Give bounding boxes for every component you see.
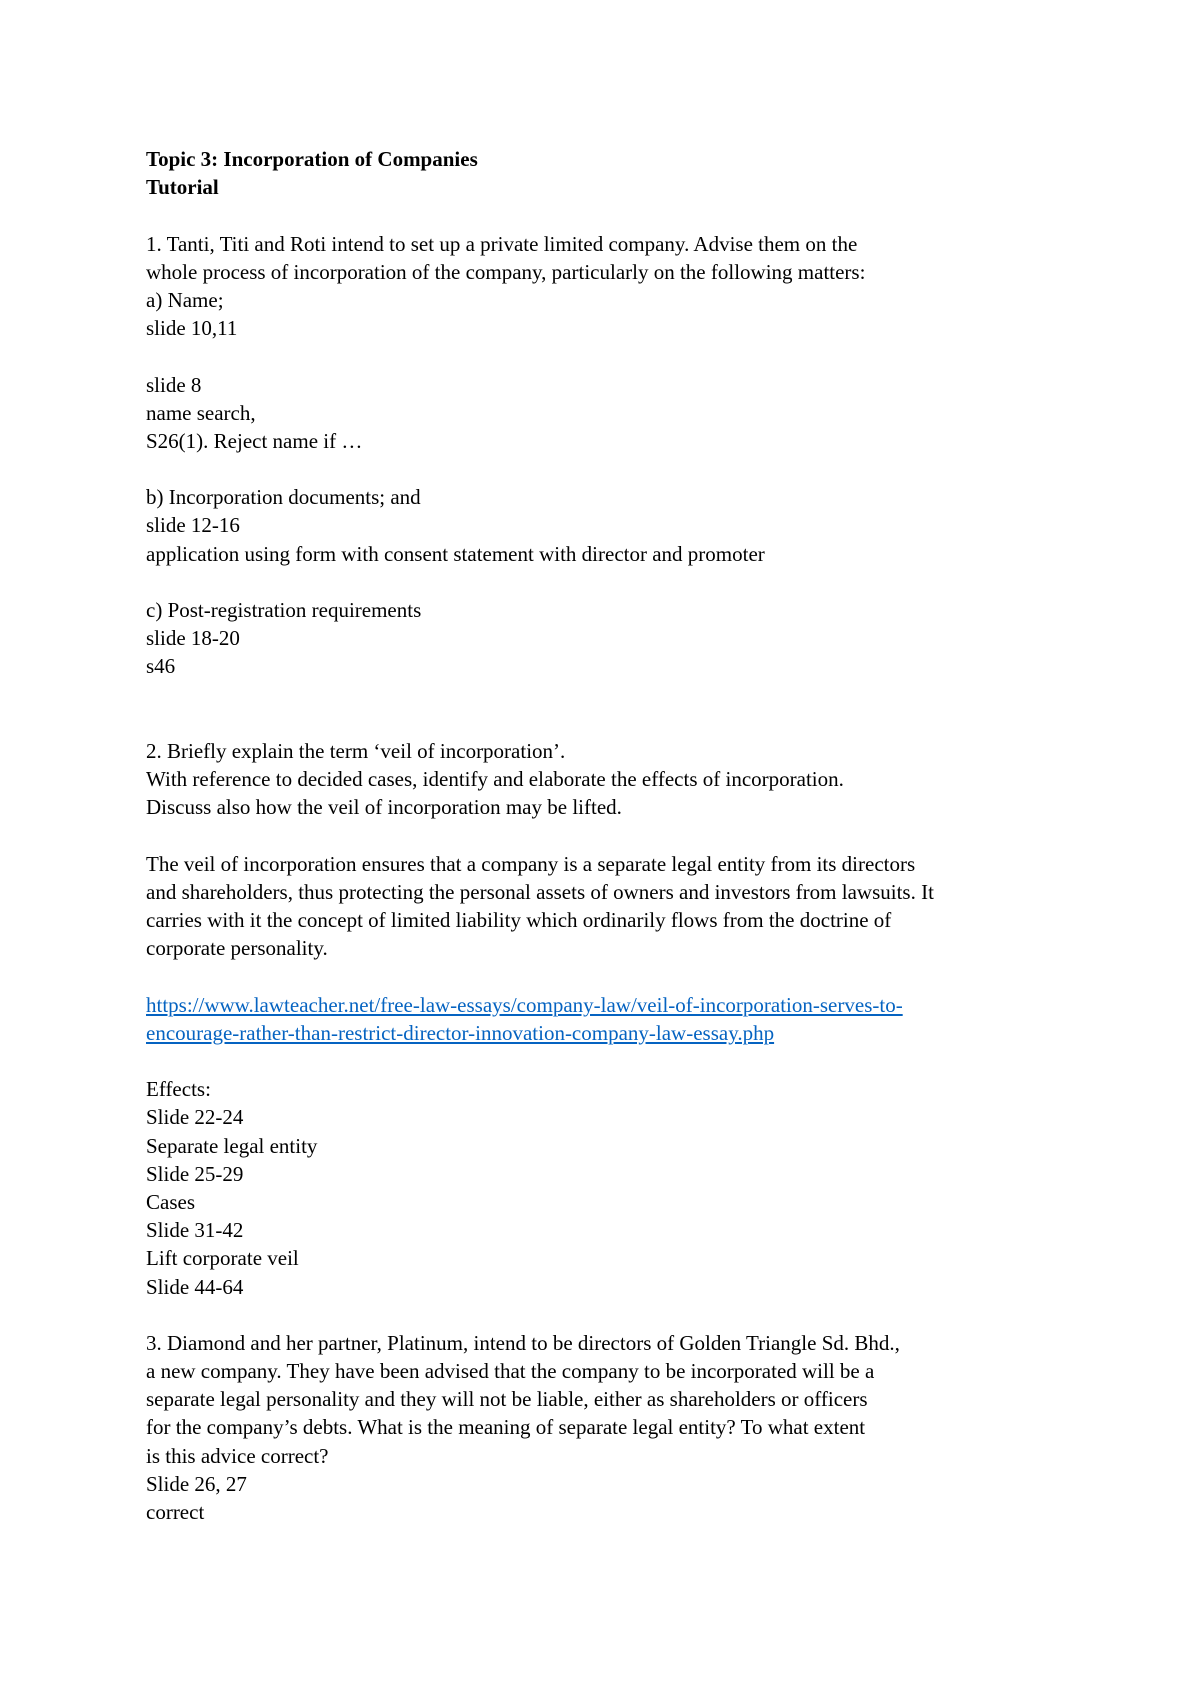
answer-2-line: The veil of incorporation ensures that a company is a separate legal entity from its directors: [146, 851, 916, 876]
answer-2-line: and shareholders, thus protecting the personal assets of owners and investors from lawsuits. It: [146, 879, 934, 904]
question-3: [146, 1329, 1146, 1526]
question-2-line: With reference to decided cases, identify and elaborate the effects of incorporation.: [146, 767, 844, 792]
answer-2-line: carries with it the concept of limited liability which ordinarily flows from the doctrine of: [146, 908, 892, 933]
question-1-line: 1. Tanti, Titi and Roti intend to set up a private limited company. Advise them on the: [146, 231, 858, 256]
question-3-line: is this advice correct?: [146, 1443, 329, 1468]
effects-item: Slide 25-29: [146, 1161, 244, 1186]
spacer: [146, 201, 1146, 229]
question-2-line: 2. Briefly explain the term ‘veil of incorporation’.: [146, 738, 566, 763]
spacer: [146, 681, 1146, 709]
effects-item: Slide 22-24: [146, 1105, 244, 1130]
question-1b-label: b) Incorporation documents; and: [146, 485, 421, 510]
spacer: [146, 822, 1146, 850]
question-3-line: 3. Diamond and her partner, Platinum, intend to be directors of Golden Triangle Sd. Bhd.,: [146, 1330, 900, 1355]
question-1a-note: slide 10,11: [146, 316, 238, 341]
effects-item: Slide 44-64: [146, 1274, 244, 1299]
question-2-line: Discuss also how the veil of incorporation may be lifted.: [146, 795, 622, 820]
document-page: [146, 145, 1146, 1526]
question-1b-note: application using form with consent statement with director and promoter: [146, 541, 765, 566]
document-title: Topic 3: Incorporation of Companies: [146, 147, 478, 171]
spacer: [146, 568, 1146, 596]
spacer: [146, 962, 1146, 990]
spacer: [146, 455, 1146, 483]
effects-heading: Effects:: [146, 1077, 211, 1102]
question-1c-note: slide 18-20: [146, 626, 240, 651]
reference-link[interactable]: [146, 1019, 1146, 1047]
question-3-note: Slide 26, 27: [146, 1471, 247, 1496]
question-1a-note: name search,: [146, 400, 256, 425]
spacer: [146, 342, 1146, 370]
question-3-line: a new company. They have been advised that the company to be incorporated will be a: [146, 1359, 875, 1384]
question-1: [146, 230, 1146, 681]
question-1a-note: slide 8: [146, 372, 202, 397]
question-1c-label: c) Post-registration requirements: [146, 598, 422, 622]
spacer: [146, 1047, 1146, 1075]
document-subtitle: Tutorial: [146, 175, 219, 200]
effects-item: Slide 31-42: [146, 1218, 244, 1243]
spacer: [146, 1301, 1146, 1329]
question-1a-note: S26(1). Reject name if …: [146, 428, 363, 453]
question-1c-note: s46: [146, 654, 176, 679]
question-3-note: correct: [146, 1500, 205, 1524]
effects-item: Cases: [146, 1189, 195, 1214]
spacer: [146, 709, 1146, 737]
effects-item: Separate legal entity: [146, 1133, 318, 1158]
reference-link-line[interactable]: encourage-rather-than-restrict-director-innovation-company-law-essay.php: [146, 1020, 775, 1045]
question-3-line: separate legal personality and they will not be liable, either as shareholders or officers: [146, 1387, 868, 1412]
question-1-line: whole process of incorporation of the company, particularly on the following matters:: [146, 259, 866, 284]
answer-2-line: corporate personality.: [146, 936, 328, 961]
effects-item: Lift corporate veil: [146, 1246, 299, 1271]
reference-link-line[interactable]: https://www.lawteacher.net/free-law-essays/company-law/veil-of-incorporation-serves-to-: [146, 992, 903, 1017]
question-3-line: for the company’s debts. What is the meaning of separate legal entity? To what extent: [146, 1415, 866, 1440]
question-1a-label: a) Name;: [146, 287, 224, 312]
reference-link[interactable]: [146, 991, 1146, 1019]
question-2: [146, 737, 1146, 1301]
question-1b-note: slide 12-16: [146, 513, 240, 538]
